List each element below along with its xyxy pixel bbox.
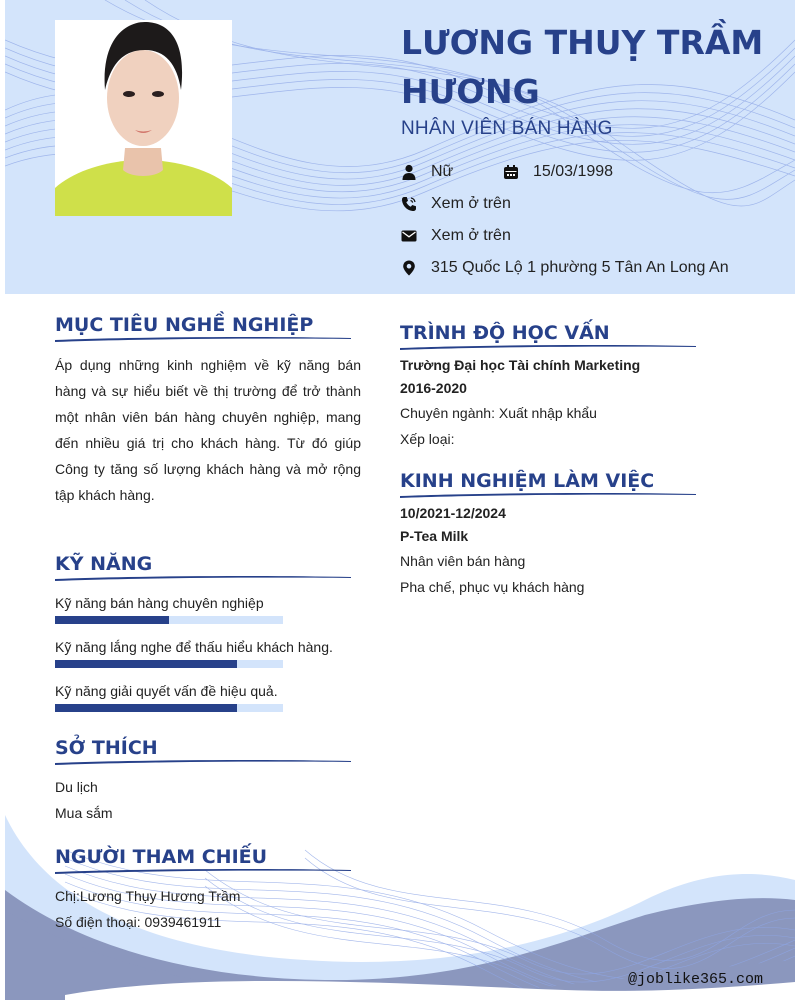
hobby-item: Mua sắm — [55, 805, 113, 821]
education-title: TRÌNH ĐỘ HỌC VẤN — [400, 322, 610, 344]
experience-underline — [400, 492, 696, 498]
education-period: 2016-2020 — [400, 380, 467, 396]
education-underline — [400, 344, 696, 350]
skill-bar-fill — [55, 616, 169, 624]
skill-bar — [55, 704, 283, 712]
skill-bar — [55, 660, 283, 668]
experience-duty: Pha chế, phục vụ khách hàng — [400, 579, 585, 595]
hobbies-underline — [55, 759, 351, 765]
candidate-name: LƯƠNG THUỴ TRẦM HƯƠNG — [401, 23, 764, 111]
phone-icon — [401, 196, 417, 212]
hobby-item: Du lịch — [55, 779, 98, 795]
reference-phone: Số điện thoại: 0939461911 — [55, 914, 222, 930]
objective-title: MỤC TIÊU NGHỀ NGHIỆP — [55, 314, 314, 336]
gender-value: Nữ — [431, 163, 454, 180]
skill-label: Kỹ năng bán hàng chuyên nghiệp — [55, 595, 264, 611]
email-row — [401, 226, 511, 246]
candidate-job-title: NHÂN VIÊN BÁN HÀNG — [401, 118, 613, 139]
cv-header — [5, 0, 795, 294]
envelope-icon — [401, 228, 417, 244]
experience-title: KINH NGHIỆM LÀM VIỆC — [400, 470, 655, 492]
map-pin-icon — [401, 260, 417, 276]
portrait-illustration — [55, 20, 232, 216]
education-school: Trường Đại học Tài chính Marketing — [400, 357, 641, 373]
calendar-icon — [503, 164, 519, 180]
phone-row — [401, 194, 511, 214]
cv-page — [5, 0, 795, 1000]
education-major: Chuyên ngành: Xuất nhập khẩu — [400, 405, 597, 421]
skill-label: Kỹ năng giải quyết vấn đề hiệu quả. — [55, 683, 278, 699]
user-icon — [401, 164, 417, 180]
skill-bar-fill — [55, 704, 237, 712]
address-row — [401, 258, 729, 278]
watermark-text: @joblike365.com — [627, 971, 763, 988]
objective-text: Áp dụng những kinh nghiệm về kỹ năng bán hàng và sự hiểu biết về thị trường để trở thành một nhân viên bán hàng chuyên nghiệp, mang đến nhiều giá trị cho khách hàng. Từ đó giúp Công ty tăng số lượng khách hàng và mở rộng tập khách hàng. — [55, 357, 361, 503]
hobbies-title: SỞ THÍCH — [55, 737, 158, 759]
skills-title: KỸ NĂNG — [55, 553, 153, 575]
experience-period: 10/2021-12/2024 — [400, 505, 506, 521]
profile-photo — [55, 20, 232, 216]
experience-company: P-Tea Milk — [400, 528, 469, 544]
dob-row — [503, 162, 613, 182]
address-value: 315 Quốc Lộ 1 phường 5 Tân An Long An — [431, 259, 729, 276]
skill-bar-fill — [55, 660, 237, 668]
gender-row — [401, 162, 453, 182]
reference-person: Chị:Lương Thụy Hương Trầm — [55, 888, 241, 904]
phone-value: Xem ở trên — [431, 195, 511, 212]
objective-underline — [55, 336, 351, 342]
education-rank: Xếp loại: — [400, 431, 455, 447]
reference-title: NGƯỜI THAM CHIẾU — [55, 846, 268, 868]
skill-label: Kỹ năng lắng nghe để thấu hiểu khách hàng. — [55, 639, 333, 655]
experience-position: Nhân viên bán hàng — [400, 553, 526, 569]
skill-bar — [55, 616, 283, 624]
email-value: Xem ở trên — [431, 227, 511, 244]
skills-underline — [55, 575, 351, 581]
dob-value: 15/03/1998 — [533, 163, 614, 180]
reference-underline — [55, 868, 351, 874]
